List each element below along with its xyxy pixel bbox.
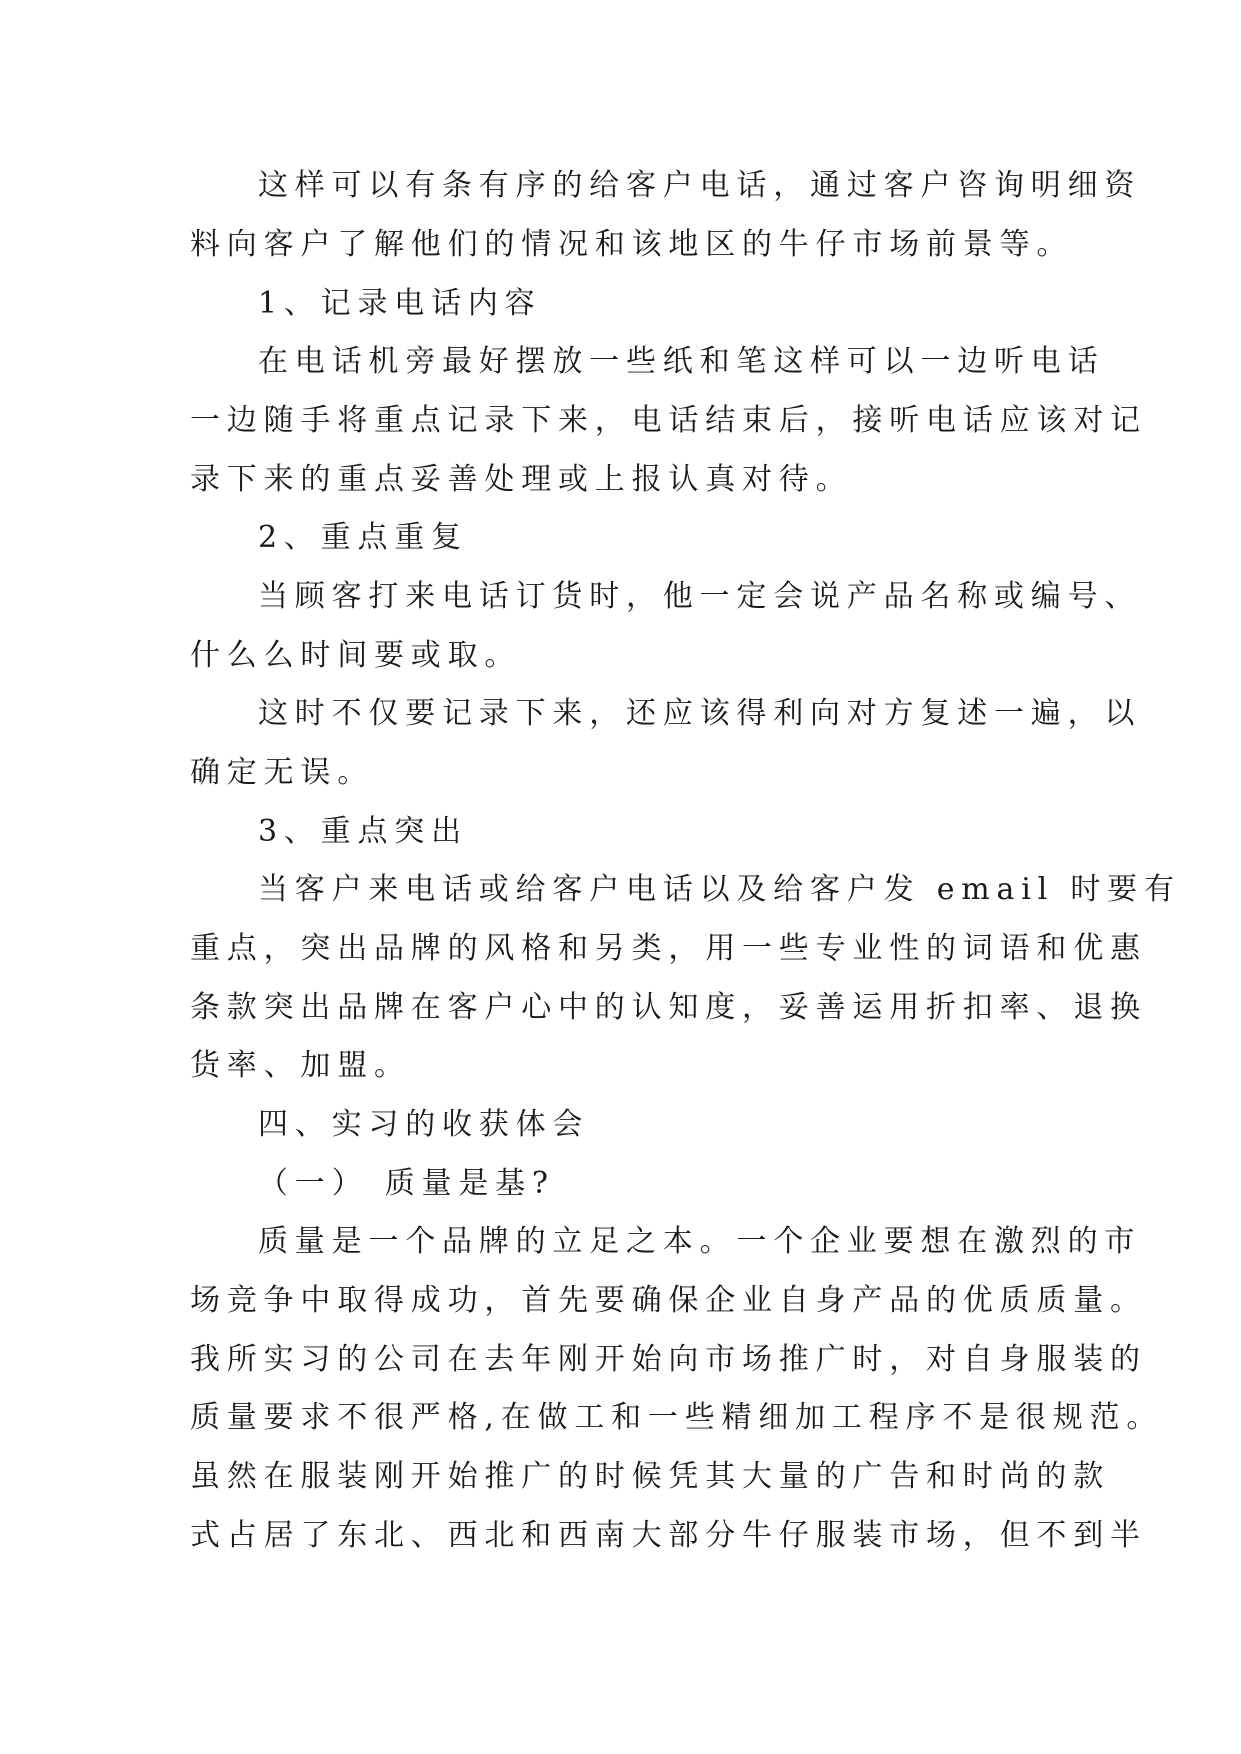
paragraph-line: 货率、加盟。 (190, 1048, 411, 1083)
paragraph-line: 料向客户了解他们的情况和该地区的牛仔市场前景等。 (190, 227, 1074, 262)
paragraph-line: 在电话机旁最好摆放一些纸和笔这样可以一边听电话 (258, 344, 1105, 379)
paragraph-line: 当顾客打来电话订货时，他一定会说产品名称或编号、 (258, 579, 1142, 614)
paragraph-line: 虽然在服装刚开始推广的时候凭其大量的广告和时尚的款 (190, 1459, 1110, 1494)
section-heading: 四、实习的收获体会 (258, 1107, 590, 1142)
paragraph-line: 一边随手将重点记录下来，电话结束后，接听电话应该对记 (190, 403, 1147, 438)
subsection-heading: （一） 质量是基? (258, 1166, 555, 1201)
paragraph-line: 当客户来电话或给客户电话以及给客户发 email 时要有 (258, 872, 1181, 907)
paragraph-line: 场竞争中取得成功，首先要确保企业自身产品的优质质量。 (190, 1283, 1147, 1318)
paragraph-line: 重点，突出品牌的风格和另类，用一些专业性的词语和优惠 (190, 931, 1147, 966)
section-heading: 2、重点重复 (258, 520, 468, 555)
paragraph-line: 确定无误。 (190, 755, 374, 790)
paragraph-line: 质量要求不很严格,在做工和一些精细加工程序不是很规范。 (190, 1400, 1164, 1435)
paragraph-line: 条款突出品牌在客户心中的认知度，妥善运用折扣率、退换 (190, 990, 1147, 1025)
paragraph-line: 我所实习的公司在去年刚开始向市场推广时，对自身服装的 (190, 1342, 1147, 1377)
section-heading: 1、记录电话内容 (258, 286, 542, 321)
paragraph-line: 质量是一个品牌的立足之本。一个企业要想在激烈的市 (258, 1224, 1142, 1259)
paragraph-line: 什么么时间要或取。 (190, 638, 522, 673)
paragraph-line: 这样可以有条有序的给客户电话，通过客户咨询明细资 (258, 168, 1142, 203)
paragraph-line: 式占居了东北、西北和西南大部分牛仔服装市场，但不到半 (190, 1518, 1147, 1553)
section-heading: 3、重点突出 (258, 814, 468, 849)
paragraph-line: 录下来的重点妥善处理或上报认真对待。 (190, 462, 853, 497)
paragraph-line: 这时不仅要记录下来，还应该得利向对方复述一遍，以 (258, 696, 1142, 731)
